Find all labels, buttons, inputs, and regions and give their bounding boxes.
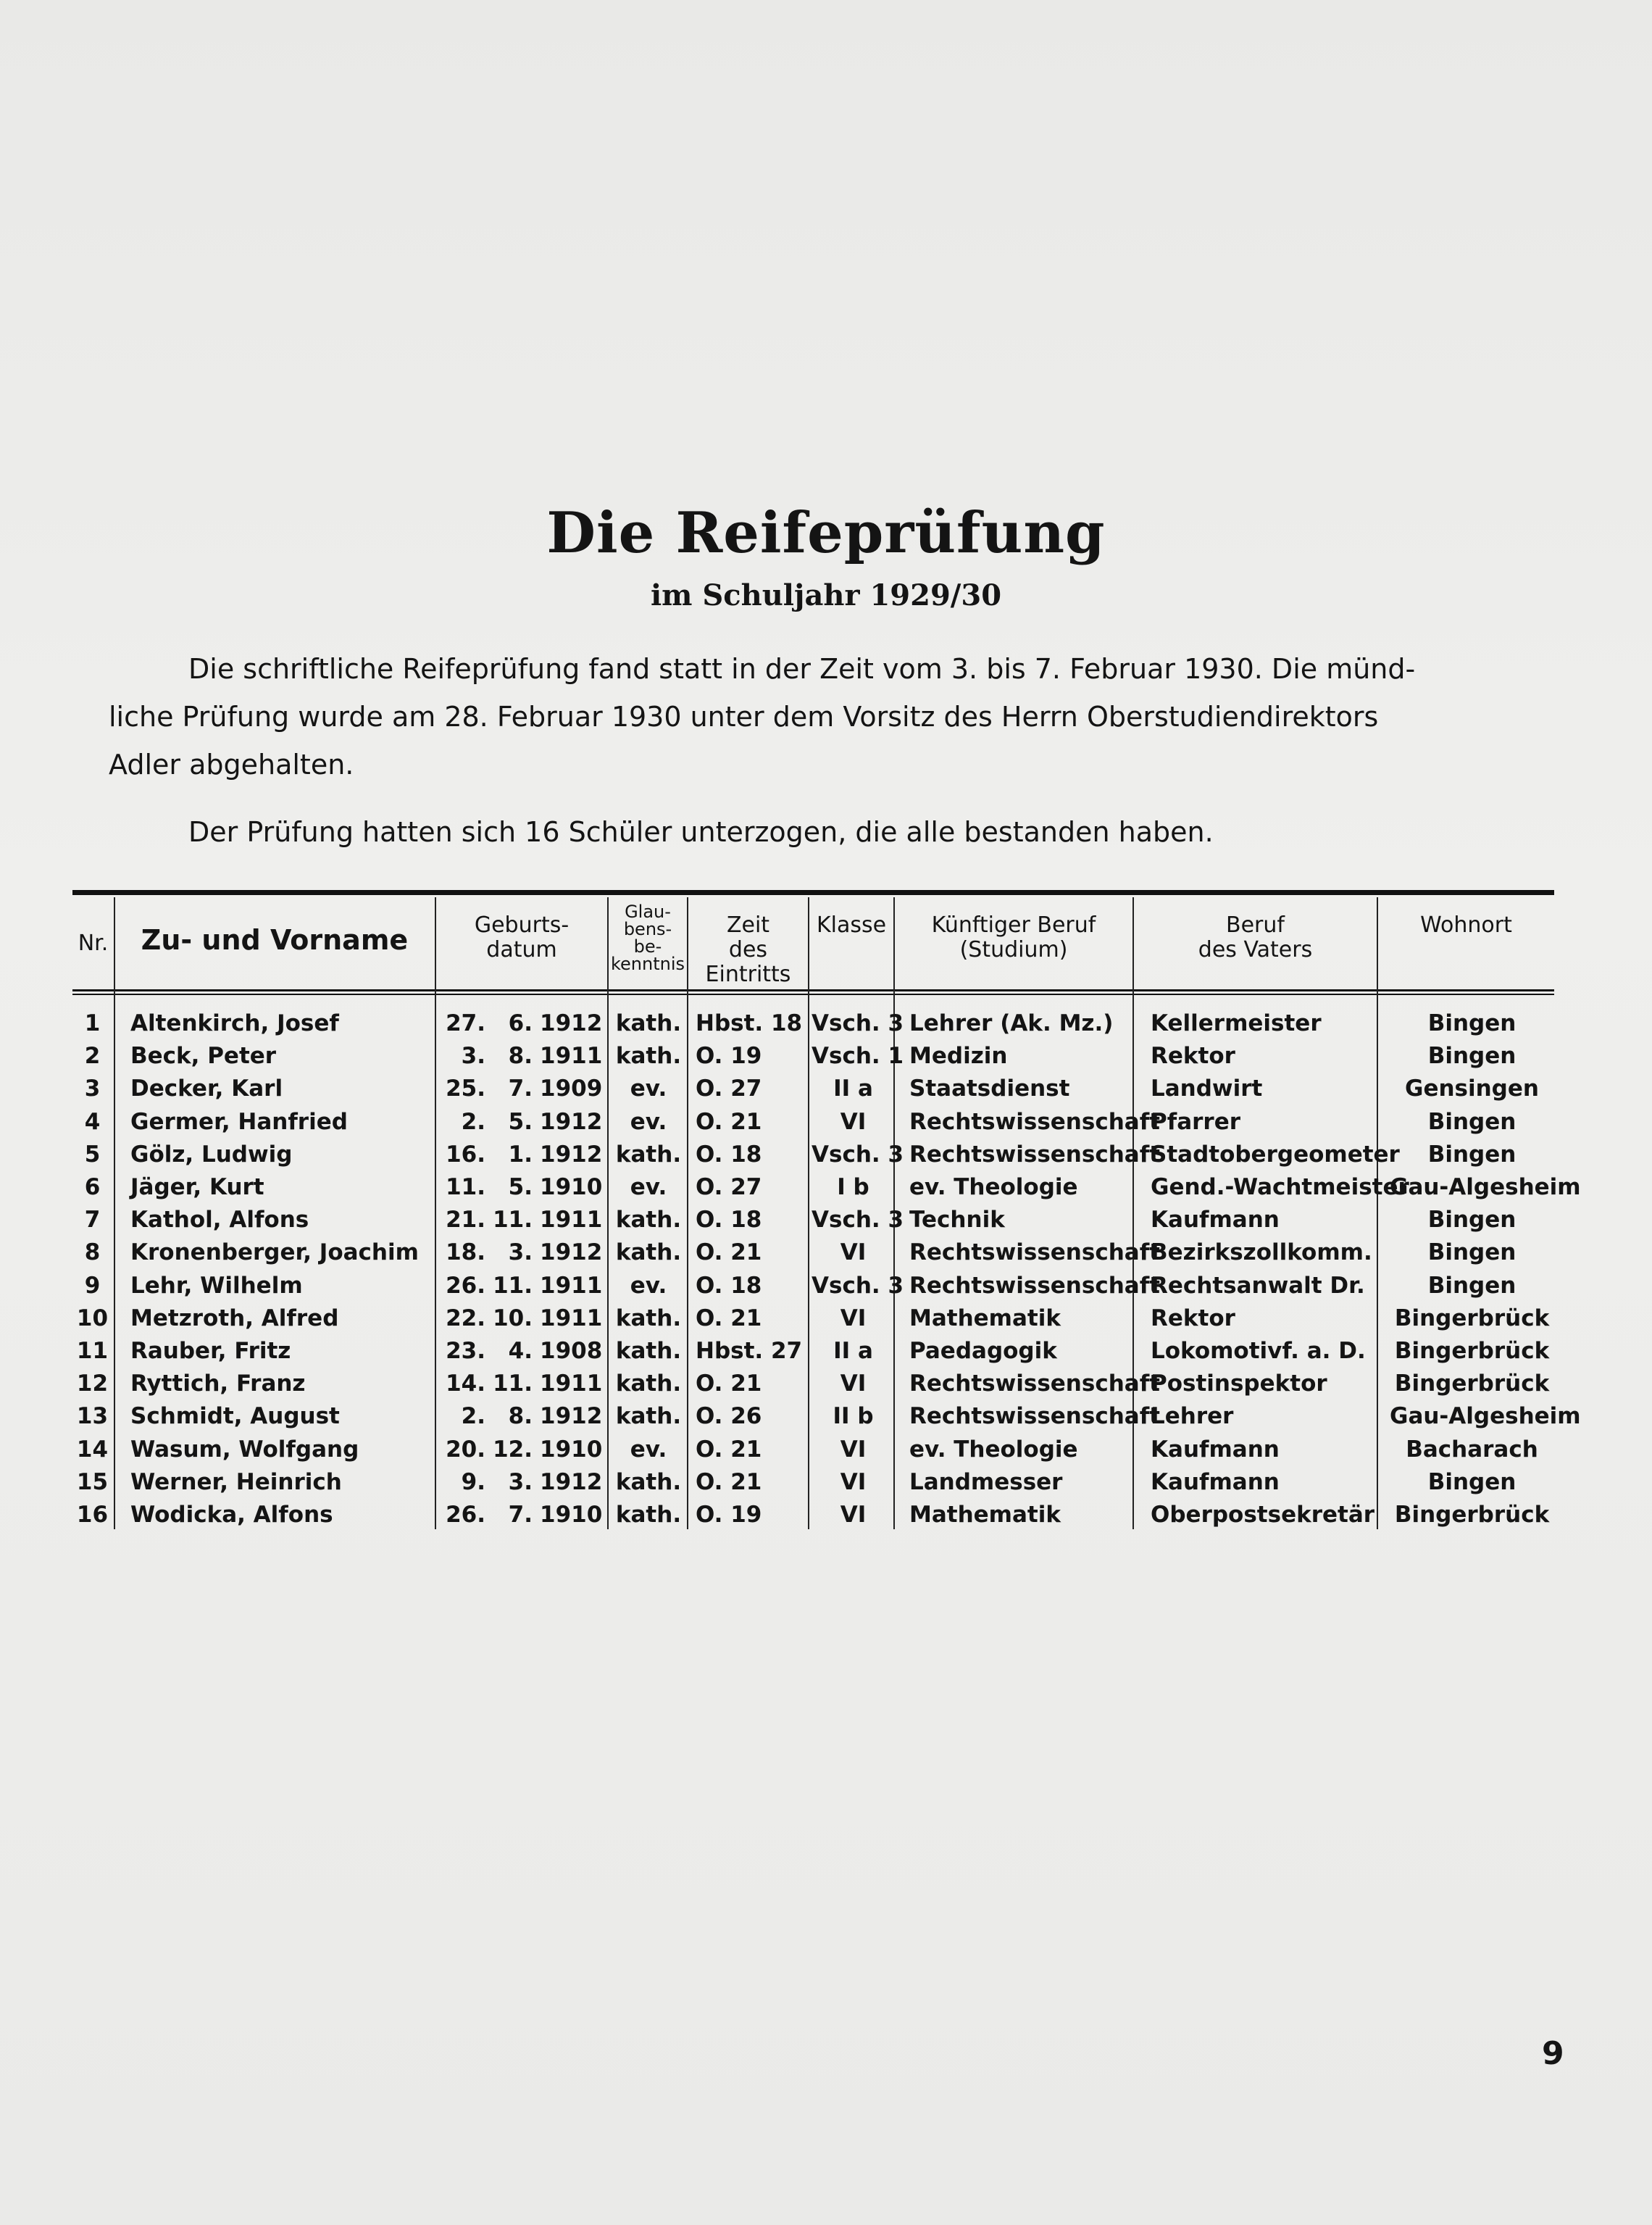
birth-year: 1912 — [540, 1239, 603, 1266]
entry-class: VI — [840, 1239, 867, 1266]
entry-class: VI — [840, 1502, 867, 1528]
entry-time: O. 27 — [696, 1174, 762, 1200]
row-number: 5 — [84, 1141, 101, 1168]
header-geburt-line: Geburts- — [474, 912, 570, 938]
entry-time: O. 21 — [696, 1108, 762, 1135]
residence: Bingerbrück — [1394, 1305, 1550, 1331]
table-row — [72, 1270, 1554, 1302]
birth-day: 3. — [461, 1043, 485, 1070]
student-name: Decker, Karl — [130, 1076, 283, 1102]
birth-day: 23. — [446, 1338, 485, 1364]
table-row — [72, 1007, 1554, 1040]
header-klasse: Klasse — [816, 912, 887, 938]
father-profession: Lehrer — [1151, 1403, 1234, 1430]
birth-day: 22. — [446, 1305, 485, 1331]
residence: Bingen — [1427, 1141, 1517, 1168]
residence: Bingen — [1427, 1010, 1517, 1036]
row-number: 4 — [84, 1108, 101, 1135]
birth-day: 26. — [446, 1502, 485, 1528]
father-profession: Postinspektor — [1151, 1371, 1327, 1397]
residence: Bacharach — [1406, 1436, 1538, 1463]
birth-year: 1909 — [540, 1076, 603, 1102]
header-vater-line: Beruf — [1226, 912, 1285, 938]
birth-day: 11. — [446, 1174, 485, 1200]
confession: kath. — [615, 1338, 682, 1364]
confession: ev. — [630, 1272, 667, 1299]
student-name: Kathol, Alfons — [130, 1207, 309, 1234]
confession: kath. — [615, 1010, 682, 1036]
header-vater-line: des Vaters — [1198, 937, 1313, 962]
page-title: Die Reifeprüfung — [546, 500, 1106, 566]
student-name: Lehr, Wilhelm — [130, 1272, 303, 1299]
table-header-rule-2 — [72, 994, 1554, 995]
birth-month: 4. — [508, 1338, 533, 1364]
birth-year: 1912 — [540, 1468, 603, 1495]
entry-class: I b — [837, 1174, 869, 1200]
entry-time: O. 18 — [696, 1272, 762, 1299]
father-profession: Kellermeister — [1151, 1010, 1322, 1036]
header-konf-line: be- — [633, 936, 662, 957]
student-name: Ryttich, Franz — [130, 1371, 306, 1397]
birth-month: 7. — [508, 1502, 533, 1528]
entry-class: Vsch. 3 — [812, 1272, 904, 1299]
confession: ev. — [630, 1076, 667, 1102]
birth-month: 8. — [508, 1403, 533, 1430]
student-name: Schmidt, August — [130, 1403, 340, 1430]
birth-year: 1910 — [540, 1436, 603, 1463]
birth-month: 3. — [508, 1468, 533, 1495]
page-subtitle: im Schuljahr 1929/30 — [650, 578, 1002, 612]
father-profession: Rechtsanwalt Dr. — [1151, 1272, 1365, 1299]
header-zeit — [688, 913, 808, 987]
birth-month: 3. — [508, 1239, 533, 1266]
birth-month: 8. — [508, 1043, 533, 1070]
father-profession: Bezirkszollkomm. — [1151, 1239, 1372, 1266]
entry-time: O. 21 — [696, 1436, 762, 1463]
row-number: 16 — [76, 1502, 109, 1528]
header-beruf-line: Künftiger Beruf — [931, 912, 1096, 938]
confession: kath. — [615, 1207, 682, 1234]
entry-time: O. 21 — [696, 1305, 762, 1331]
intro-paragraph-2: Der Prüfung hatten sich 16 Schüler unterzogen, die alle bestanden haben. — [188, 816, 1214, 848]
confession: kath. — [615, 1043, 682, 1070]
header-wohnort: Wohnort — [1420, 912, 1512, 938]
table-row — [72, 1171, 1581, 1204]
table-row — [72, 1106, 1554, 1139]
birth-month: 5. — [508, 1174, 533, 1200]
residence: Gensingen — [1405, 1076, 1539, 1102]
father-profession: Lokomotivf. a. D. — [1151, 1338, 1366, 1364]
birth-year: 1912 — [540, 1010, 603, 1036]
confession: kath. — [615, 1403, 682, 1430]
residence: Bingerbrück — [1394, 1502, 1550, 1528]
student-name: Jäger, Kurt — [130, 1174, 264, 1200]
residence: Gau-Algesheim — [1390, 1174, 1581, 1200]
table-row — [72, 1368, 1554, 1400]
student-name: Wodicka, Alfons — [130, 1502, 333, 1528]
birth-year: 1910 — [540, 1502, 603, 1528]
student-name: Werner, Heinrich — [130, 1468, 342, 1495]
residence: Bingerbrück — [1394, 1338, 1550, 1364]
birth-year: 1911 — [540, 1305, 603, 1331]
birth-day: 16. — [446, 1141, 485, 1168]
header-geburt-line: datum — [486, 937, 557, 962]
header-geburt — [436, 913, 607, 962]
confession: kath. — [615, 1502, 682, 1528]
row-number: 11 — [76, 1338, 109, 1364]
birth-month: 1. — [508, 1141, 533, 1168]
residence: Bingen — [1427, 1239, 1517, 1266]
header-zeit-line: des Eintritts — [705, 937, 791, 987]
row-number: 6 — [84, 1174, 101, 1200]
row-number: 3 — [84, 1076, 101, 1102]
future-profession: ev. Theologie — [909, 1436, 1078, 1463]
father-profession: Oberpostsekretär — [1151, 1502, 1375, 1528]
birth-day: 27. — [446, 1010, 485, 1036]
father-profession: Gend.-Wachtmeister — [1151, 1174, 1409, 1200]
birth-year: 1912 — [540, 1141, 603, 1168]
father-profession: Rektor — [1151, 1305, 1235, 1331]
entry-time: O. 19 — [696, 1043, 762, 1070]
birth-month: 5. — [508, 1108, 533, 1135]
residence: Bingen — [1427, 1108, 1517, 1135]
future-profession: Staatsdienst — [909, 1076, 1070, 1102]
header-beruf — [895, 913, 1132, 962]
entry-class: VI — [840, 1468, 867, 1495]
future-profession: Paedagogik — [909, 1338, 1057, 1364]
birth-month: 12. — [493, 1436, 533, 1463]
entry-time: Hbst. 18 — [696, 1010, 803, 1036]
entry-class: Vsch. 3 — [812, 1141, 904, 1168]
birth-day: 9. — [461, 1468, 485, 1495]
header-beruf-line: (Studium) — [959, 937, 1068, 962]
row-number: 15 — [76, 1468, 109, 1495]
entry-time: O. 21 — [696, 1239, 762, 1266]
table-row — [72, 1236, 1554, 1269]
future-profession: Rechtswissenschaft — [909, 1272, 1160, 1299]
entry-class: Vsch. 1 — [812, 1043, 904, 1070]
confession: kath. — [615, 1239, 682, 1266]
table-row — [72, 1040, 1554, 1073]
entry-time: O. 21 — [696, 1371, 762, 1397]
residence: Gau-Algesheim — [1390, 1403, 1581, 1430]
table-top-rule — [72, 890, 1554, 895]
student-name: Kronenberger, Joachim — [130, 1239, 419, 1266]
table-row — [72, 1400, 1581, 1433]
table-row — [72, 1073, 1554, 1105]
father-profession: Kaufmann — [1151, 1436, 1280, 1463]
table-row — [72, 1302, 1554, 1335]
entry-time: O. 19 — [696, 1502, 762, 1528]
future-profession: Mathematik — [909, 1502, 1061, 1528]
father-profession: Kaufmann — [1151, 1207, 1280, 1234]
student-name: Beck, Peter — [130, 1043, 277, 1070]
confession: kath. — [615, 1305, 682, 1331]
birth-year: 1908 — [540, 1338, 603, 1364]
entry-class: VI — [840, 1108, 867, 1135]
birth-day: 2. — [461, 1108, 485, 1135]
row-number: 13 — [76, 1403, 109, 1430]
birth-year: 1912 — [540, 1108, 603, 1135]
future-profession: Medizin — [909, 1043, 1008, 1070]
birth-month: 6. — [508, 1010, 533, 1036]
birth-month: 11. — [493, 1371, 533, 1397]
birth-month: 7. — [508, 1076, 533, 1102]
birth-year: 1910 — [540, 1174, 603, 1200]
row-number: 12 — [76, 1371, 109, 1397]
birth-day: 21. — [446, 1207, 485, 1234]
entry-time: O. 27 — [696, 1076, 762, 1102]
entry-class: Vsch. 3 — [812, 1010, 904, 1036]
future-profession: Technik — [909, 1207, 1005, 1234]
header-vater — [1134, 913, 1377, 962]
future-profession: Rechtswissenschaft — [909, 1403, 1160, 1430]
birth-month: 11. — [493, 1207, 533, 1234]
entry-class: Vsch. 3 — [812, 1207, 904, 1234]
student-name: Altenkirch, Josef — [130, 1010, 339, 1036]
residence: Bingen — [1427, 1207, 1517, 1234]
father-profession: Rektor — [1151, 1043, 1235, 1070]
residence: Bingerbrück — [1394, 1371, 1550, 1397]
student-name: Gölz, Ludwig — [130, 1141, 293, 1168]
future-profession: Mathematik — [909, 1305, 1061, 1331]
intro-line-2: liche Prüfung wurde am 28. Februar 1930 unter dem Vorsitz des Herrn Oberstudiendirektors — [109, 701, 1379, 733]
birth-day: 25. — [446, 1076, 485, 1102]
birth-day: 18. — [446, 1239, 485, 1266]
confession: ev. — [630, 1174, 667, 1200]
confession: ev. — [630, 1108, 667, 1135]
page-number: 9 — [1542, 2035, 1564, 2072]
entry-class: II a — [833, 1338, 873, 1364]
birth-day: 20. — [446, 1436, 485, 1463]
birth-year: 1911 — [540, 1272, 603, 1299]
entry-class: II b — [833, 1403, 874, 1430]
father-profession: Kaufmann — [1151, 1468, 1280, 1495]
future-profession: Rechtswissenschaft — [909, 1141, 1160, 1168]
birth-year: 1912 — [540, 1403, 603, 1430]
row-number: 2 — [84, 1043, 101, 1070]
confession: kath. — [615, 1468, 682, 1495]
entry-class: VI — [840, 1371, 867, 1397]
student-name: Metzroth, Alfred — [130, 1305, 339, 1331]
birth-day: 2. — [461, 1403, 485, 1430]
header-nr: Nr. — [78, 931, 109, 956]
row-number: 10 — [76, 1305, 109, 1331]
intro-line-3: Adler abgehalten. — [109, 749, 354, 781]
birth-year: 1911 — [540, 1207, 603, 1234]
confession: kath. — [615, 1371, 682, 1397]
future-profession: Landmesser — [909, 1468, 1063, 1495]
confession: ev. — [630, 1436, 667, 1463]
table-row — [72, 1335, 1554, 1368]
entry-time: O. 18 — [696, 1141, 762, 1168]
future-profession: Rechtswissenschaft — [909, 1239, 1160, 1266]
student-name: Rauber, Fritz — [130, 1338, 291, 1364]
table-row — [72, 1139, 1554, 1171]
entry-class: VI — [840, 1305, 867, 1331]
student-name: Wasum, Wolfgang — [130, 1436, 359, 1463]
father-profession: Landwirt — [1151, 1076, 1263, 1102]
student-name: Germer, Hanfried — [130, 1108, 348, 1135]
row-number: 14 — [76, 1436, 109, 1463]
intro-line-1: Die schriftliche Reifeprüfung fand statt in der Zeit vom 3. bis 7. Februar 1930. Die münd- — [188, 653, 1416, 685]
birth-day: 14. — [446, 1371, 485, 1397]
row-number: 8 — [84, 1239, 101, 1266]
header-konfession — [609, 903, 687, 973]
entry-time: Hbst. 27 — [696, 1338, 803, 1364]
header-konf-line: kenntnis — [610, 954, 685, 974]
entry-time: O. 26 — [696, 1403, 762, 1430]
header-zeit-line: Zeit — [726, 912, 770, 938]
header-name: Zu- und Vorname — [141, 924, 409, 956]
father-profession: Pfarrer — [1151, 1108, 1241, 1135]
header-konf-line: bens- — [623, 919, 672, 939]
future-profession: Rechtswissenschaft — [909, 1371, 1160, 1397]
father-profession: Stadtobergeometer — [1151, 1141, 1400, 1168]
residence: Bingen — [1427, 1043, 1517, 1070]
confession: kath. — [615, 1141, 682, 1168]
table-row — [72, 1434, 1554, 1466]
residence: Bingen — [1427, 1272, 1517, 1299]
row-number: 9 — [84, 1272, 101, 1299]
table-row — [72, 1204, 1554, 1236]
entry-class: VI — [840, 1436, 867, 1463]
future-profession: ev. Theologie — [909, 1174, 1078, 1200]
row-number: 1 — [84, 1010, 101, 1036]
birth-year: 1911 — [540, 1371, 603, 1397]
row-number: 7 — [84, 1207, 101, 1234]
entry-time: O. 21 — [696, 1468, 762, 1495]
birth-month: 10. — [493, 1305, 533, 1331]
table-row — [72, 1499, 1554, 1531]
table-row — [72, 1466, 1554, 1499]
future-profession: Rechtswissenschaft — [909, 1108, 1160, 1135]
entry-time: O. 18 — [696, 1207, 762, 1234]
table-header-rule — [72, 989, 1554, 991]
residence: Bingen — [1427, 1468, 1517, 1495]
birth-year: 1911 — [540, 1043, 603, 1070]
birth-day: 26. — [446, 1272, 485, 1299]
header-konf-line: Glau- — [625, 902, 671, 922]
future-profession: Lehrer (Ak. Mz.) — [909, 1010, 1114, 1036]
birth-month: 11. — [493, 1272, 533, 1299]
entry-class: II a — [833, 1076, 873, 1102]
intro-paragraph — [109, 645, 1551, 789]
